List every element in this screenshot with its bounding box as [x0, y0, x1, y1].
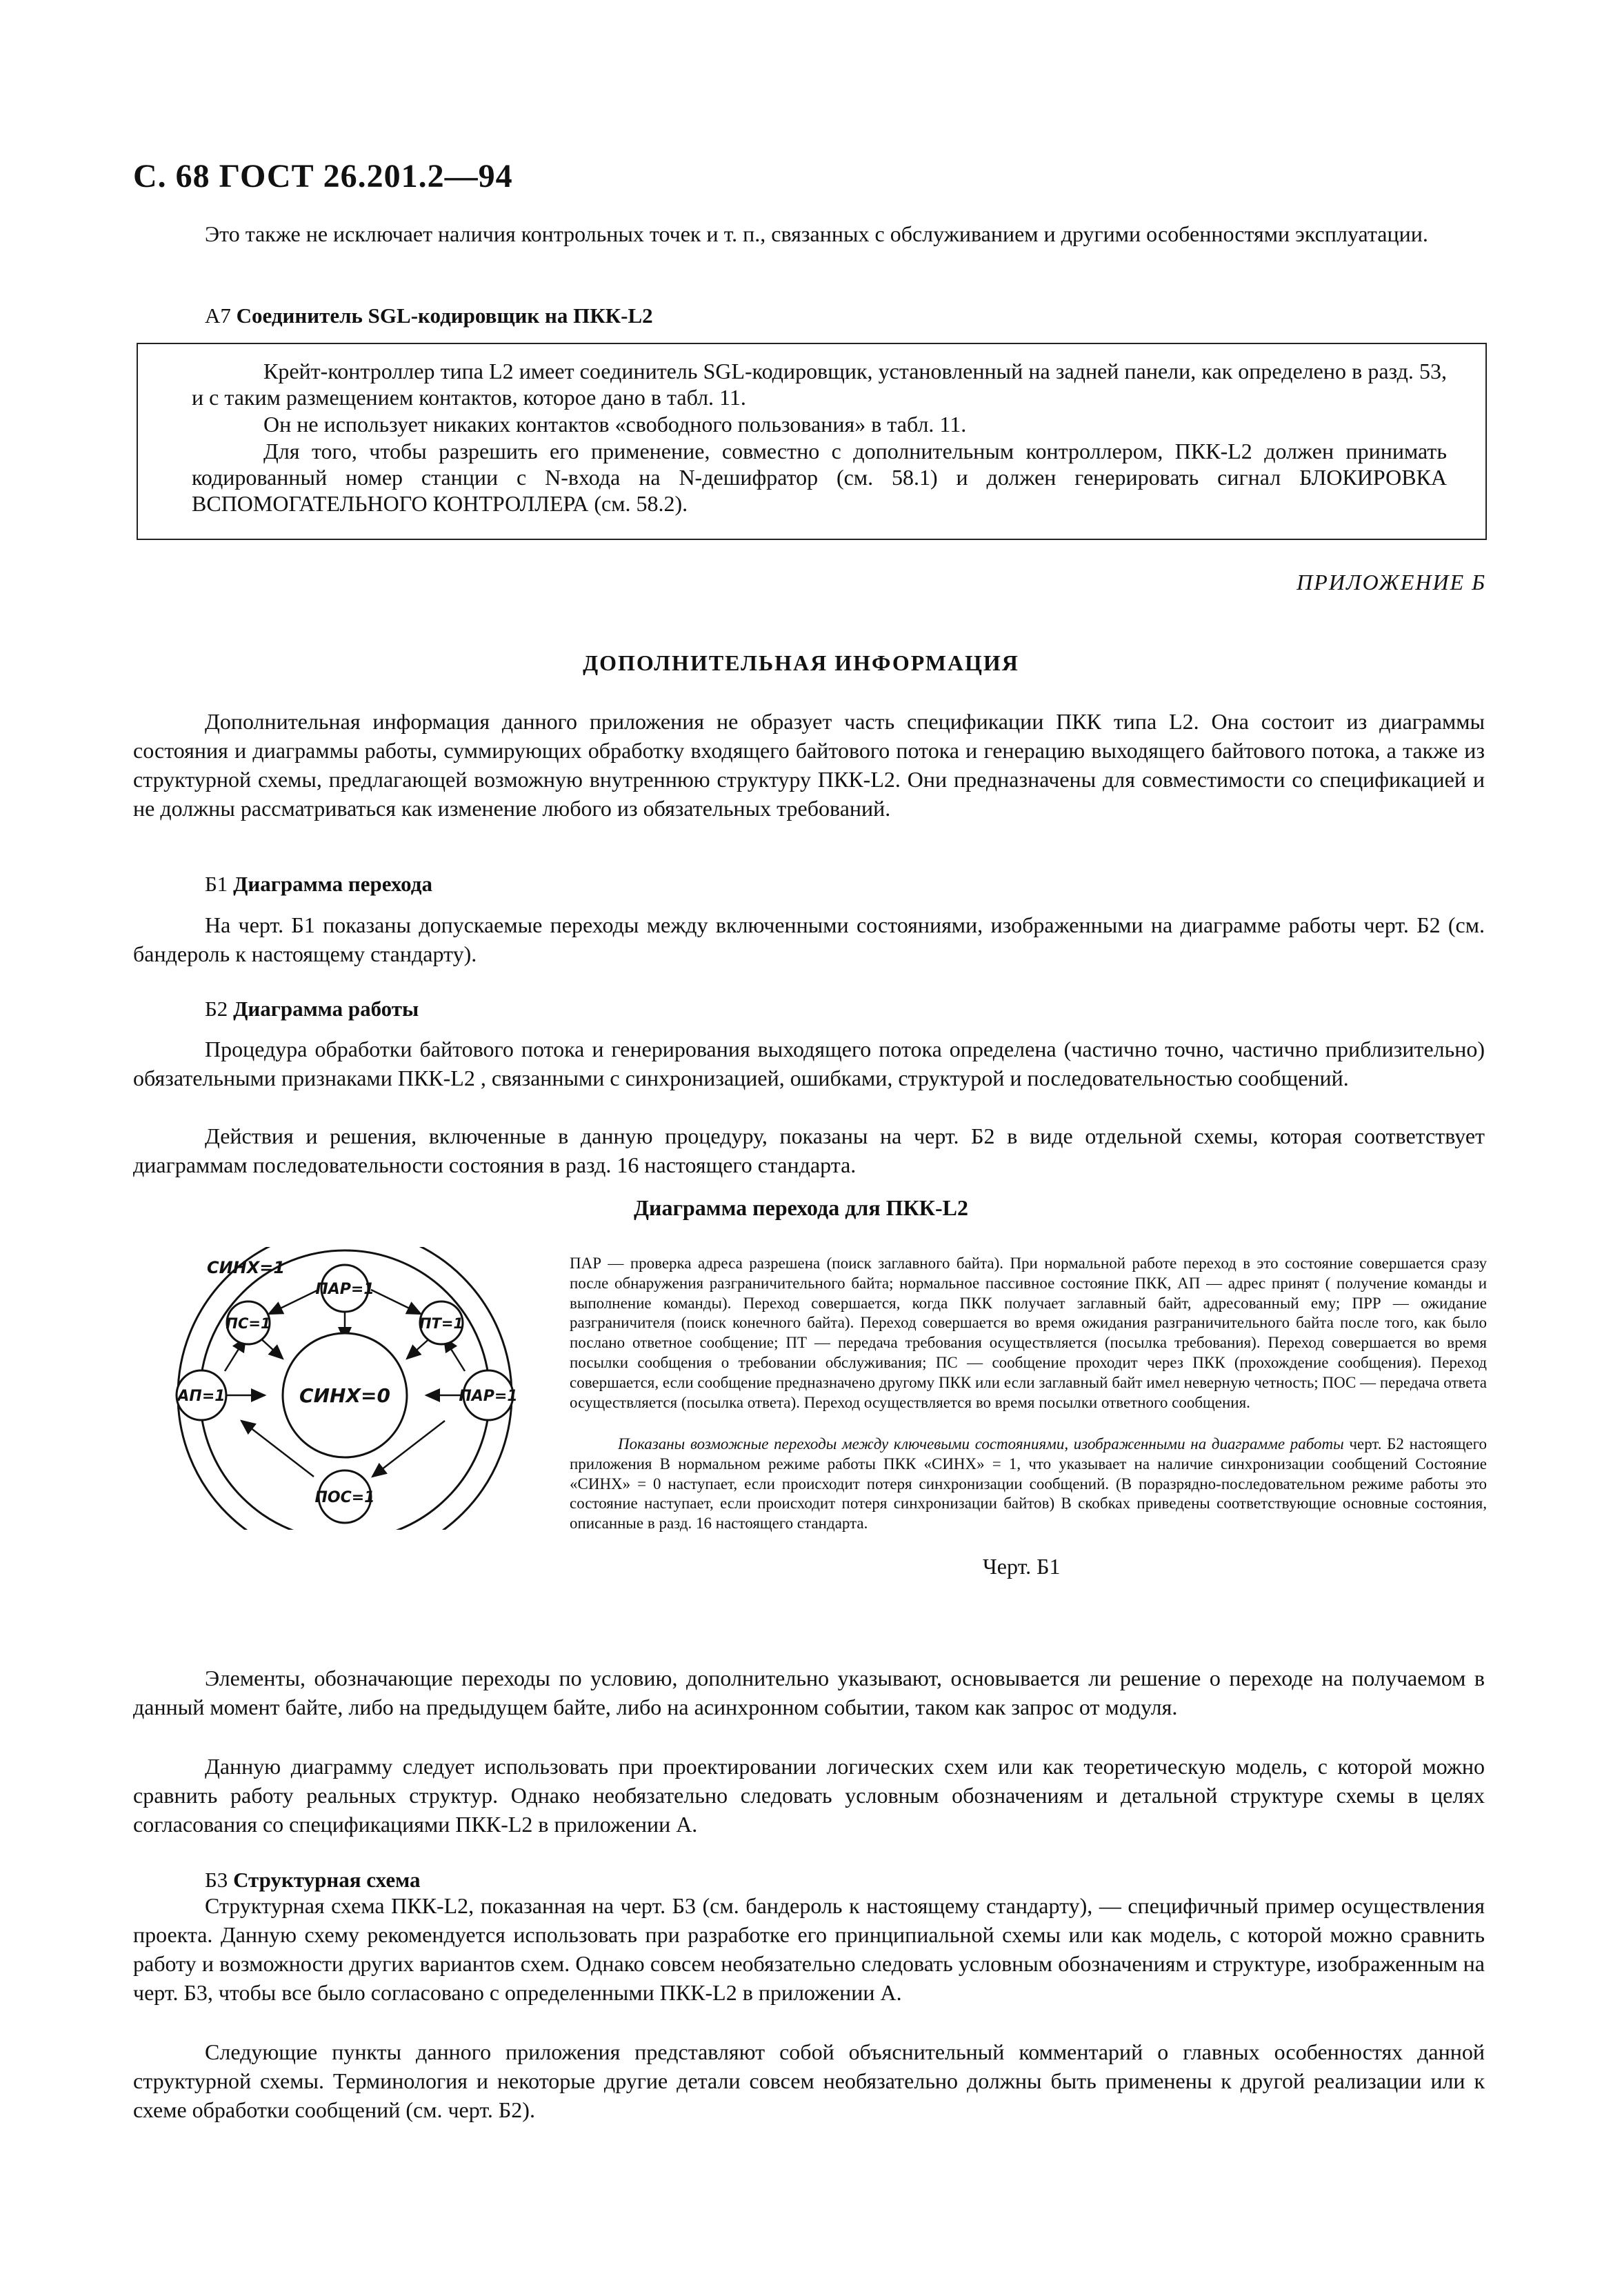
a7-paragraph-1: Крейт-контроллер типа L2 имеет соединитель SGL-кодировщик, установленный на задней панели, как определено в разд. 53, и с таким размещением контактов, которое дано в табл. 11. [192, 359, 1447, 410]
diagram-legend-notes-italic: Показаны возможные переходы между ключевыми состояниями, изображенными на диаграмме работы [618, 1435, 1344, 1453]
label-right: ПАР=1 [459, 1388, 518, 1405]
after-paragraph-1: Элементы, обозначающие переходы по условию, дополнительно указывают, основывается ли решение о переходе на получаемом в данный момент байте, либо на предыдущем байте, либо на асинхронном событии, таком как запрос от модуля. [133, 1666, 1485, 1719]
appendix-label: ПРИЛОЖЕНИЕ Б [1296, 570, 1486, 595]
section-b3-paragraph-1: Структурная схема ПКК-L2, показанная на черт. Б3 (см. бандероль к настоящему стандарту), — специфичный пример осуществления проекта. Данную схему рекомендуется использовать при разработке его принципиальной схемы или как модель, с которой можно сравнить работу и возможности других вариантов схем. Однако совсем необязательно следовать условным обозначениям и структуре, изображенным на черт. Б3, чтобы все было согласовано с определенными ПКК-L2 в приложении А. [133, 1893, 1485, 2005]
appendix-title: ДОПОЛНИТЕЛЬНАЯ ИНФОРМАЦИЯ [583, 650, 1019, 675]
a7-paragraph-2: Он не использует никаких контактов «свободного пользования» в табл. 11. [263, 412, 967, 437]
label-bottom: ПОС=1 [314, 1489, 375, 1506]
section-b1-text: На черт. Б1 показаны допускаемые переходы между включенными состояниями, изображенными на диаграмме работы черт. Б2 (см. бандероль к настоящему стандарту). [133, 912, 1485, 966]
section-b3-heading [205, 1866, 421, 1894]
appendix-intro: Дополнительная информация данного приложения не образует часть спецификации ПКК типа L2. Она состоит из диаграммы состояния и диаграммы работы, суммирующих обработку входящего байтового потока и генерацию выходящего байтового потока, а также из структурной схемы, предлагающей возможную внутреннюю структуру ПКК-L2. Они предназначены для совместимости со спецификацией и не должны рассматриваться как изменение любого из обязательных требований. [133, 709, 1485, 821]
section-b1-number: Б1 [205, 872, 228, 896]
label-upper-right: ПТ=1 [419, 1315, 464, 1332]
arrow-top-ul [269, 1290, 319, 1314]
section-a7-number: А7 [205, 303, 231, 328]
label-upper-left: ПС=1 [226, 1315, 271, 1332]
label-outer: СИНХ=1 [207, 1258, 286, 1277]
section-b2-paragraph-1: Процедура обработки байтового потока и генерирования выходящего потока определена (частично точно, частично приблизительно) обязательными признаками ПКК-L2 , связанными с синхронизацией, ошибками, структурой и последовательностью сообщений. [133, 1037, 1485, 1090]
section-b2-title: Диаграмма работы [233, 997, 419, 1021]
section-b2-number: Б2 [205, 997, 228, 1021]
section-b1-heading [205, 870, 432, 898]
label-top: ПАР=1 [315, 1281, 374, 1298]
section-b2-paragraph-2: Действия и решения, включенные в данную процедуру, показаны на черт. Б2 в виде отдельной схемы, которая соответствует диаграммам последовательности состояния в разд. 16 настоящего стандарта. [133, 1124, 1485, 1177]
diagram-title: Диаграмма перехода для ПКК-L2 [634, 1195, 968, 1220]
section-b1-title: Диаграмма перехода [233, 872, 432, 896]
a7-paragraph-3: Для того, чтобы разрешить его применение, совместно с дополнительным контроллером, ПКК-L2 должен принимать кодированный номер станции с N-входа на N-дешифратор (см. 58.1) и должен генерировать сигнал БЛОКИРОВКА ВСПОМОГАТЕЛЬНОГО КОНТРОЛЛЕРА (см. 58.2). [192, 439, 1447, 516]
label-left: АП=1 [177, 1388, 226, 1405]
after-paragraph-2: Данную диаграмму следует использовать при проектировании логических схем или как теоретическую модель, с которой можно сравнить работу реальных структур. Однако необязательно следовать условным обозначениям и детальной структуре схемы в целях согласования со спецификациями ПКК-L2 в приложении А. [133, 1754, 1485, 1837]
figure-caption: Черт. Б1 [983, 1554, 1061, 1579]
diagram-legend: ПАР — проверка адреса разрешена (поиск заглавного байта). При нормальной работе переход в это состояние совершается сразу после обнаружения разграничительного байта; нормальное пассивное состояние ПКК, АП — адрес принят ( получение команды и выполнение команды). Переход совершается, когда ПКК получает заглавный байт, адресованный ему; ПРР — ожидание разграничителя (поиск конечного байта). Переход совершается во время ожидания разграничительного байта после того, как было послано ответное сообщение; ПТ — передача требования осуществляется (посылка требования). Переход совершается во время посылки сообщения о требовании обслуживания; ПС — сообщение проходит через ПКК (прохождение сообщения). Переход совершается, если сообщение предназначено другому ПКК или если заглавный байт имел неверную четность; ПОС — передача ответа осуществляется (посылка ответа). Переход осуществляется во время посылки ответного сообщения. [570, 1255, 1487, 1411]
section-b2-heading [205, 995, 419, 1023]
a7-text-box [137, 343, 1487, 540]
intro-paragraph: Это также не исключает наличия контрольных точек и т. п., связанных с обслуживанием и другими особенностями эксплуатации. [205, 221, 1428, 246]
transition-diagram [166, 1247, 538, 1530]
section-b3-paragraph-2: Следующие пункты данного приложения представляют собой объяснительный комментарий о главных особенностях данной структурной схемы. Терминология и некоторые другие детали совсем необязательно должны быть применены к другой реализации или к схеме обработки сообщений (см. черт. Б2). [133, 2039, 1485, 2122]
label-center: СИНХ=0 [299, 1384, 390, 1407]
section-b3-number: Б3 [205, 1868, 228, 1892]
arrow-top-ur [371, 1290, 421, 1314]
section-a7-title: Соединитель SGL-кодировщик на ПКК-L2 [236, 303, 653, 328]
diagram-legend-notes [570, 1435, 1487, 1534]
diagram-legend-notes-text: черт. Б2 настоящего приложения В нормальном режиме работы ПКК «СИНХ» = 1, что указывает на наличие синхронизации сообщений Состояние «СИНХ» = 0 наступает, если происходит потеря синхронизации сообщений. (В поразрядно-последовательном режиме работы это состояние наступает, если происходит потеря синхронизации байтов) В скобках приведены соответствующие основные состояния, описанные в разд. 16 настоящего стандарта. [570, 1435, 1487, 1533]
section-b3-title: Структурная схема [233, 1868, 421, 1892]
section-a7-heading [205, 302, 653, 330]
page-header: С. 68 ГОСТ 26.201.2—94 [133, 158, 513, 194]
